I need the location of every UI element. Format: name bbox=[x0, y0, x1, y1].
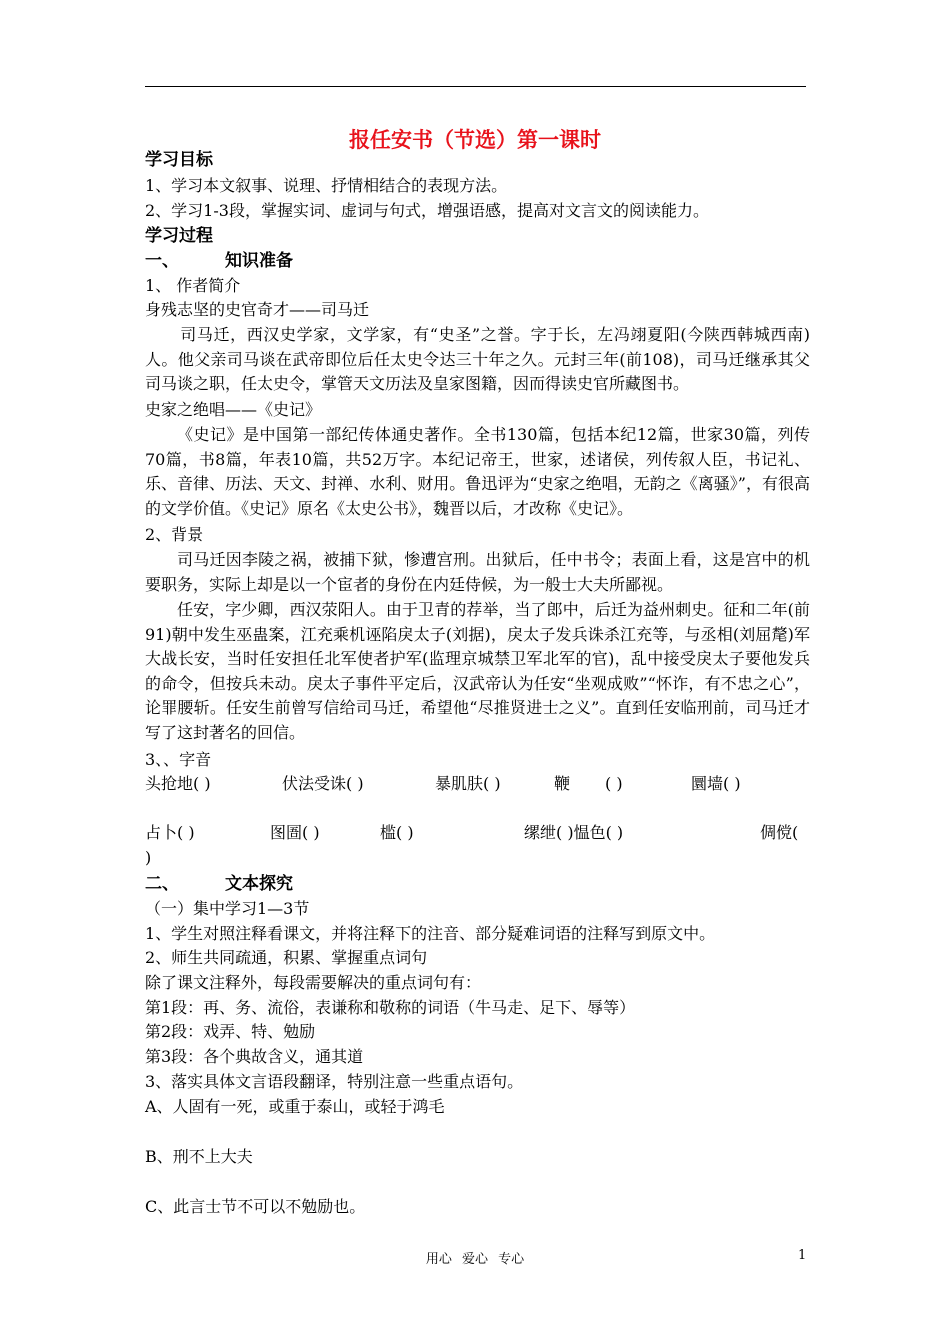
page-number: 1 bbox=[798, 1248, 807, 1263]
step-note: 除了课文注释外，每段需要解决的重点词句有： bbox=[145, 973, 482, 992]
section-2-heading bbox=[145, 872, 293, 896]
shiji-subtitle: 史家之绝唱——《史记》 bbox=[145, 400, 322, 419]
shiji-paragraph: 《史记》是中国第一部纪传体通史著作。全书130篇，包括本纪12篇，世家30篇，列传70篇，书8篇，年表10篇，共52万字。本纪记帝王，世家，述诸侯，列传叙人臣，书记礼、乐、音律、历法、天文、封禅、水利、财用。鲁迅评为“史家之绝唱，无韵之《离骚》”，有很高的文学价值。《史记》原名《太史公书》，魏晋以后，才改称《史记》。 bbox=[145, 425, 810, 518]
pron-item-tail: ) bbox=[145, 848, 152, 867]
goal-item-1: 1、学习本文叙事、说理、抒情相结合的表现方法。 bbox=[145, 176, 508, 195]
header-rule bbox=[145, 86, 806, 87]
author-paragraph: 司马迁，西汉史学家，文学家，有“史圣”之誉。字于长，左冯翊夏阳(今陕西韩城西南)人。他父亲司马谈在武帝即位后任太史令达三十年之久。元封三年(前108)，司马迁继承其父司马谈之职，任太史令，掌管天文历法及皇家图籍，因而得读史官所藏图书。 bbox=[145, 325, 810, 394]
author-label: 1、 作者简介 bbox=[145, 276, 241, 295]
pron-item: 暴肌肤( ) bbox=[435, 774, 501, 793]
section-2-title: 文本探究 bbox=[225, 874, 293, 894]
pron-item: 槛( ) bbox=[380, 823, 414, 842]
process-heading: 学习过程 bbox=[145, 226, 213, 246]
goal-item-2: 2、学习1-3段，掌握实词、虚词与句式，增强语感，提高对文言文的阅读能力。 bbox=[145, 201, 709, 220]
goal-heading: 学习目标 bbox=[145, 150, 213, 170]
document-title: 报任安书（节选）第一课时 bbox=[349, 128, 601, 152]
step-1: 1、学生对照注释看课文，并将注释下的注音、部分疑难词语的注释写到原文中。 bbox=[145, 924, 716, 943]
author-subtitle: 身残志坚的史官奇才——司马迁 bbox=[145, 300, 370, 319]
background-paragraph-1: 司马迁因李陵之祸，被捕下狱，惨遭宫刑。出狱后，任中书令；表面上看，这是宫中的机要职务，实际上却是以一个宦者的身份在内廷侍候，为一般士大夫所鄙视。 bbox=[145, 550, 810, 594]
study-label: （一）集中学习1—3节 bbox=[145, 899, 310, 918]
background-label: 2、背景 bbox=[145, 525, 204, 544]
pronunciation-label: 3、、字音 bbox=[145, 750, 212, 769]
pron-item: 头抢地( ) bbox=[145, 774, 211, 793]
section-1-title: 知识准备 bbox=[225, 251, 293, 271]
pron-item: 缧绁( )愠色( ) bbox=[524, 823, 624, 842]
sentence-b: B、刑不上大夫 bbox=[145, 1147, 253, 1166]
pron-item: 图圄( ) bbox=[270, 823, 320, 842]
pron-item: 占卜( ) bbox=[145, 823, 195, 842]
sentence-a: A、人固有一死，或重于泰山，或轻于鸿毛 bbox=[145, 1097, 445, 1116]
page-footer: 用心 爱心 专心 bbox=[425, 1252, 525, 1267]
section-1-number: 一、 bbox=[145, 251, 179, 271]
paragraph-2-focus: 第2段：戏弄、特、勉励 bbox=[145, 1022, 316, 1041]
section-1-heading bbox=[145, 249, 293, 273]
pron-item: 圜墙( ) bbox=[691, 774, 741, 793]
pron-item: ( ) bbox=[605, 774, 623, 793]
step-2: 2、师生共同疏通，积累、掌握重点词句 bbox=[145, 948, 428, 967]
paragraph-1-focus: 第1段：再、务、流俗，表谦称和敬称的词语（牛马走、足下、辱等） bbox=[145, 998, 636, 1017]
paragraph-3-focus: 第3段：各个典故含义，通其道 bbox=[145, 1047, 364, 1066]
sentence-c: C、此言士节不可以不勉励也。 bbox=[145, 1197, 366, 1216]
step-3: 3、落实具体文言语段翻译，特别注意一些重点语句。 bbox=[145, 1072, 524, 1091]
background-paragraph-2: 任安，字少卿，西汉荥阳人。由于卫青的荐举，当了郎中，后迁为益州刺史。征和二年(前91)朝中发生巫蛊案，江充乘机诬陷戾太子(刘据)，戾太子发兵诛杀江充等，与丞相(刘屈氂)军大战长安，当时任安担任北军使者护军(监理京城禁卫军北军的官)，乱中接受戾太子要他发兵的命令，但按兵未动。戾太子事件平定后，汉武帝认为任安“坐观成败”“怀诈，有不忠之心”，论罪腰斩。任安生前曾写信给司马迁，希望他“尽推贤进士之义”。直到任安临刑前，司马迁才写了这封著名的回信。 bbox=[145, 600, 810, 742]
pron-item: 伏法受诛( ) bbox=[282, 774, 364, 793]
pron-item: 鞭 bbox=[554, 774, 571, 793]
section-2-number: 二、 bbox=[145, 874, 179, 894]
pron-item: 倜傥( bbox=[760, 823, 799, 842]
